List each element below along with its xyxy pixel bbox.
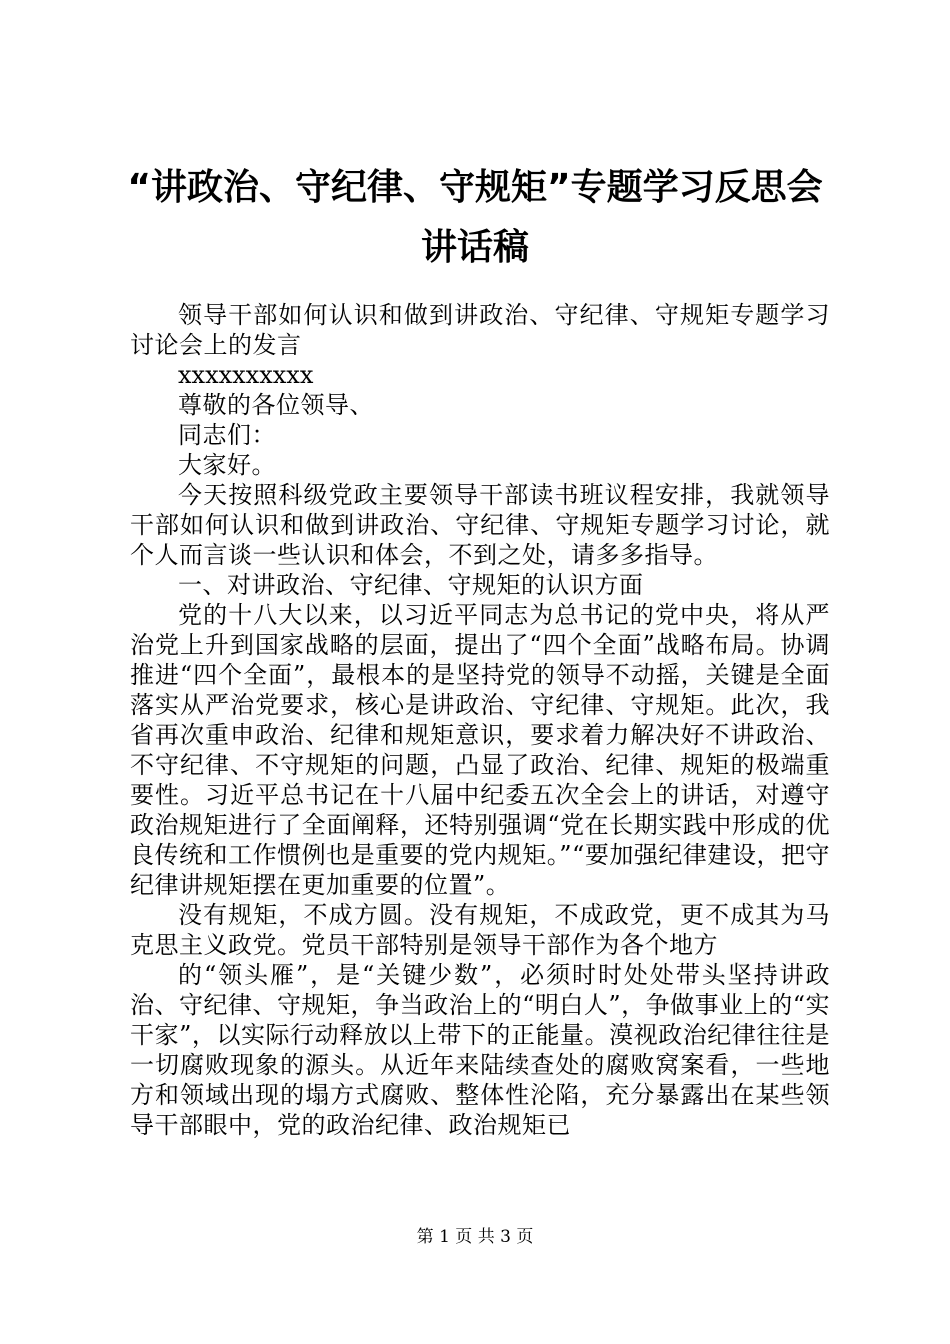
section-heading-1: 一、对讲政治、守纪律、守规矩的认识方面 bbox=[178, 571, 644, 599]
paragraph-salutation-1: 尊敬的各位领导、 bbox=[178, 391, 374, 419]
document-title bbox=[120, 158, 830, 278]
title-line-2: 讲话稿 bbox=[420, 227, 529, 268]
paragraph-intro: 今天按照科级党政主要领导干部读书班议程安排，我就领导干部如何认识和做到讲政治、守纪律、守规矩专题学习讨论，就个人而言谈一些认识和体会，不到之处，请多多指导。 bbox=[130, 481, 830, 569]
document-body bbox=[130, 300, 830, 1140]
paragraph-author: xxxxxxxxxx bbox=[178, 361, 314, 389]
paragraph-salutation-2: 同志们： bbox=[178, 421, 276, 449]
paragraph-greeting: 大家好。 bbox=[178, 451, 276, 479]
paragraph-body-1: 党的十八大以来，以习近平同志为总书记的党中央，将从严治党上升到国家战略的层面，提出了“四个全面”战略布局。协调推进“四个全面”，最根本的是坚持党的领导不动摇，关键是全面落实从严治党要求，核心是讲政治、守纪律、守规矩。此次，我省再次重申政治、纪律和规矩意识，要求着力解决好不讲政治、不守纪律、不守规矩的问题，凸显了政治、纪律、规矩的极端重要性。习近平总书记在十八届中纪委五次全会上的讲话，对遵守政治规矩进行了全面阐释，还特别强调“党在长期实践中形成的优良传统和工作惯例也是重要的党内规矩。”“要加强纪律建设，把守纪律讲规矩摆在更加重要的位置”。 bbox=[130, 601, 830, 899]
title-line-1: “讲政治、守纪律、守规矩”专题学习反思会 bbox=[127, 167, 823, 208]
paragraph-body-3: 的“领头雁”，是“关键少数”，必须时时处处带头坚持讲政治、守纪律、守规矩，争当政治上的“明白人”，争做事业上的“实干家”，以实际行动释放以上带下的正能量。漠视政治纪律往往是一切腐败现象的源头。从近年来陆续查处的腐败窝案看，一些地方和领域出现的塌方式腐败、整体性沦陷，充分暴露出在某些领导干部眼中，党的政治纪律、政治规矩已 bbox=[130, 961, 830, 1139]
paragraph-body-2: 没有规矩，不成方圆。没有规矩，不成政党，更不成其为马克思主义政党。党员干部特别是领导干部作为各个地方 bbox=[130, 901, 830, 959]
page-footer: 第 1 页 共 3 页 bbox=[416, 1227, 534, 1247]
paragraph-subtitle: 领导干部如何认识和做到讲政治、守纪律、守规矩专题学习讨论会上的发言 bbox=[130, 301, 830, 359]
